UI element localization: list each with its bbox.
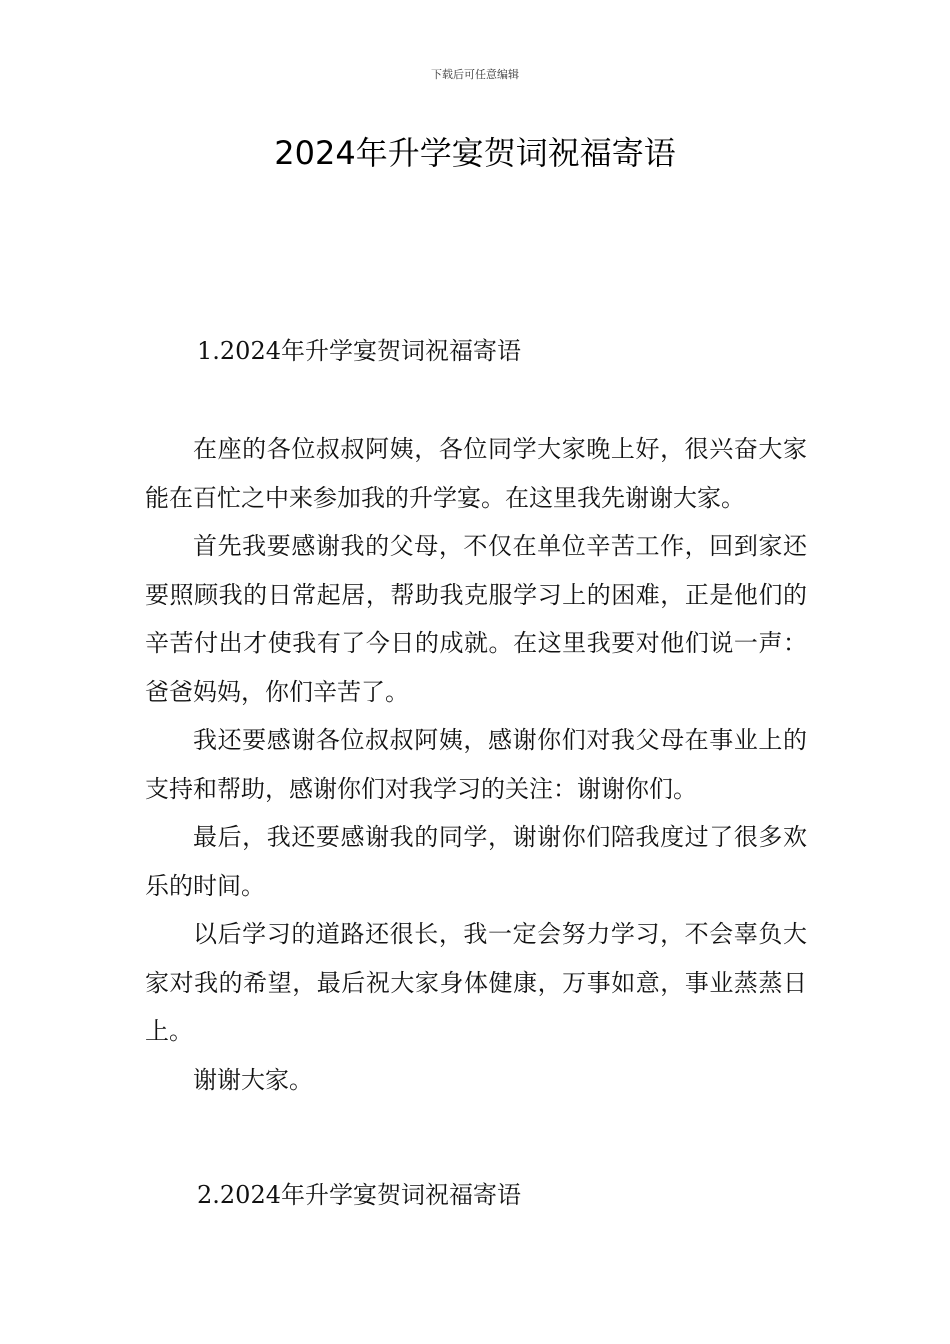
paragraph: 谢谢大家。 bbox=[193, 1065, 313, 1094]
paragraph: 首先我要感谢我的父母，不仅在单位辛苦工作，回到家还要照顾我的日常起居，帮助我克服学习上的困难，正是他们的辛苦付出才使我有了今日的成就。在这里我要对他们说一声：爸爸妈妈，你们辛苦了。 bbox=[145, 532, 807, 706]
section-heading-1: 1.2024年升学宴贺词祝福寄语 bbox=[197, 337, 521, 365]
header-note: 下载后可任意编辑 bbox=[431, 68, 519, 81]
paragraph: 最后，我还要感谢我的同学，谢谢你们陪我度过了很多欢乐的时间。 bbox=[145, 823, 807, 900]
paragraph: 我还要感谢各位叔叔阿姨，感谢你们对我父母在事业上的支持和帮助，感谢你们对我学习的关注：谢谢你们。 bbox=[145, 726, 807, 803]
document-title: 2024年升学宴贺词祝福寄语 bbox=[274, 134, 676, 172]
section-heading-2: 2.2024年升学宴贺词祝福寄语 bbox=[197, 1181, 521, 1209]
section-1-body bbox=[145, 425, 807, 1104]
paragraph: 以后学习的道路还很长，我一定会努力学习，不会辜负大家对我的希望，最后祝大家身体健康，万事如意，事业蒸蒸日上。 bbox=[145, 920, 807, 1045]
paragraph: 在座的各位叔叔阿姨，各位同学大家晚上好，很兴奋大家能在百忙之中来参加我的升学宴。在这里我先谢谢大家。 bbox=[145, 435, 807, 512]
